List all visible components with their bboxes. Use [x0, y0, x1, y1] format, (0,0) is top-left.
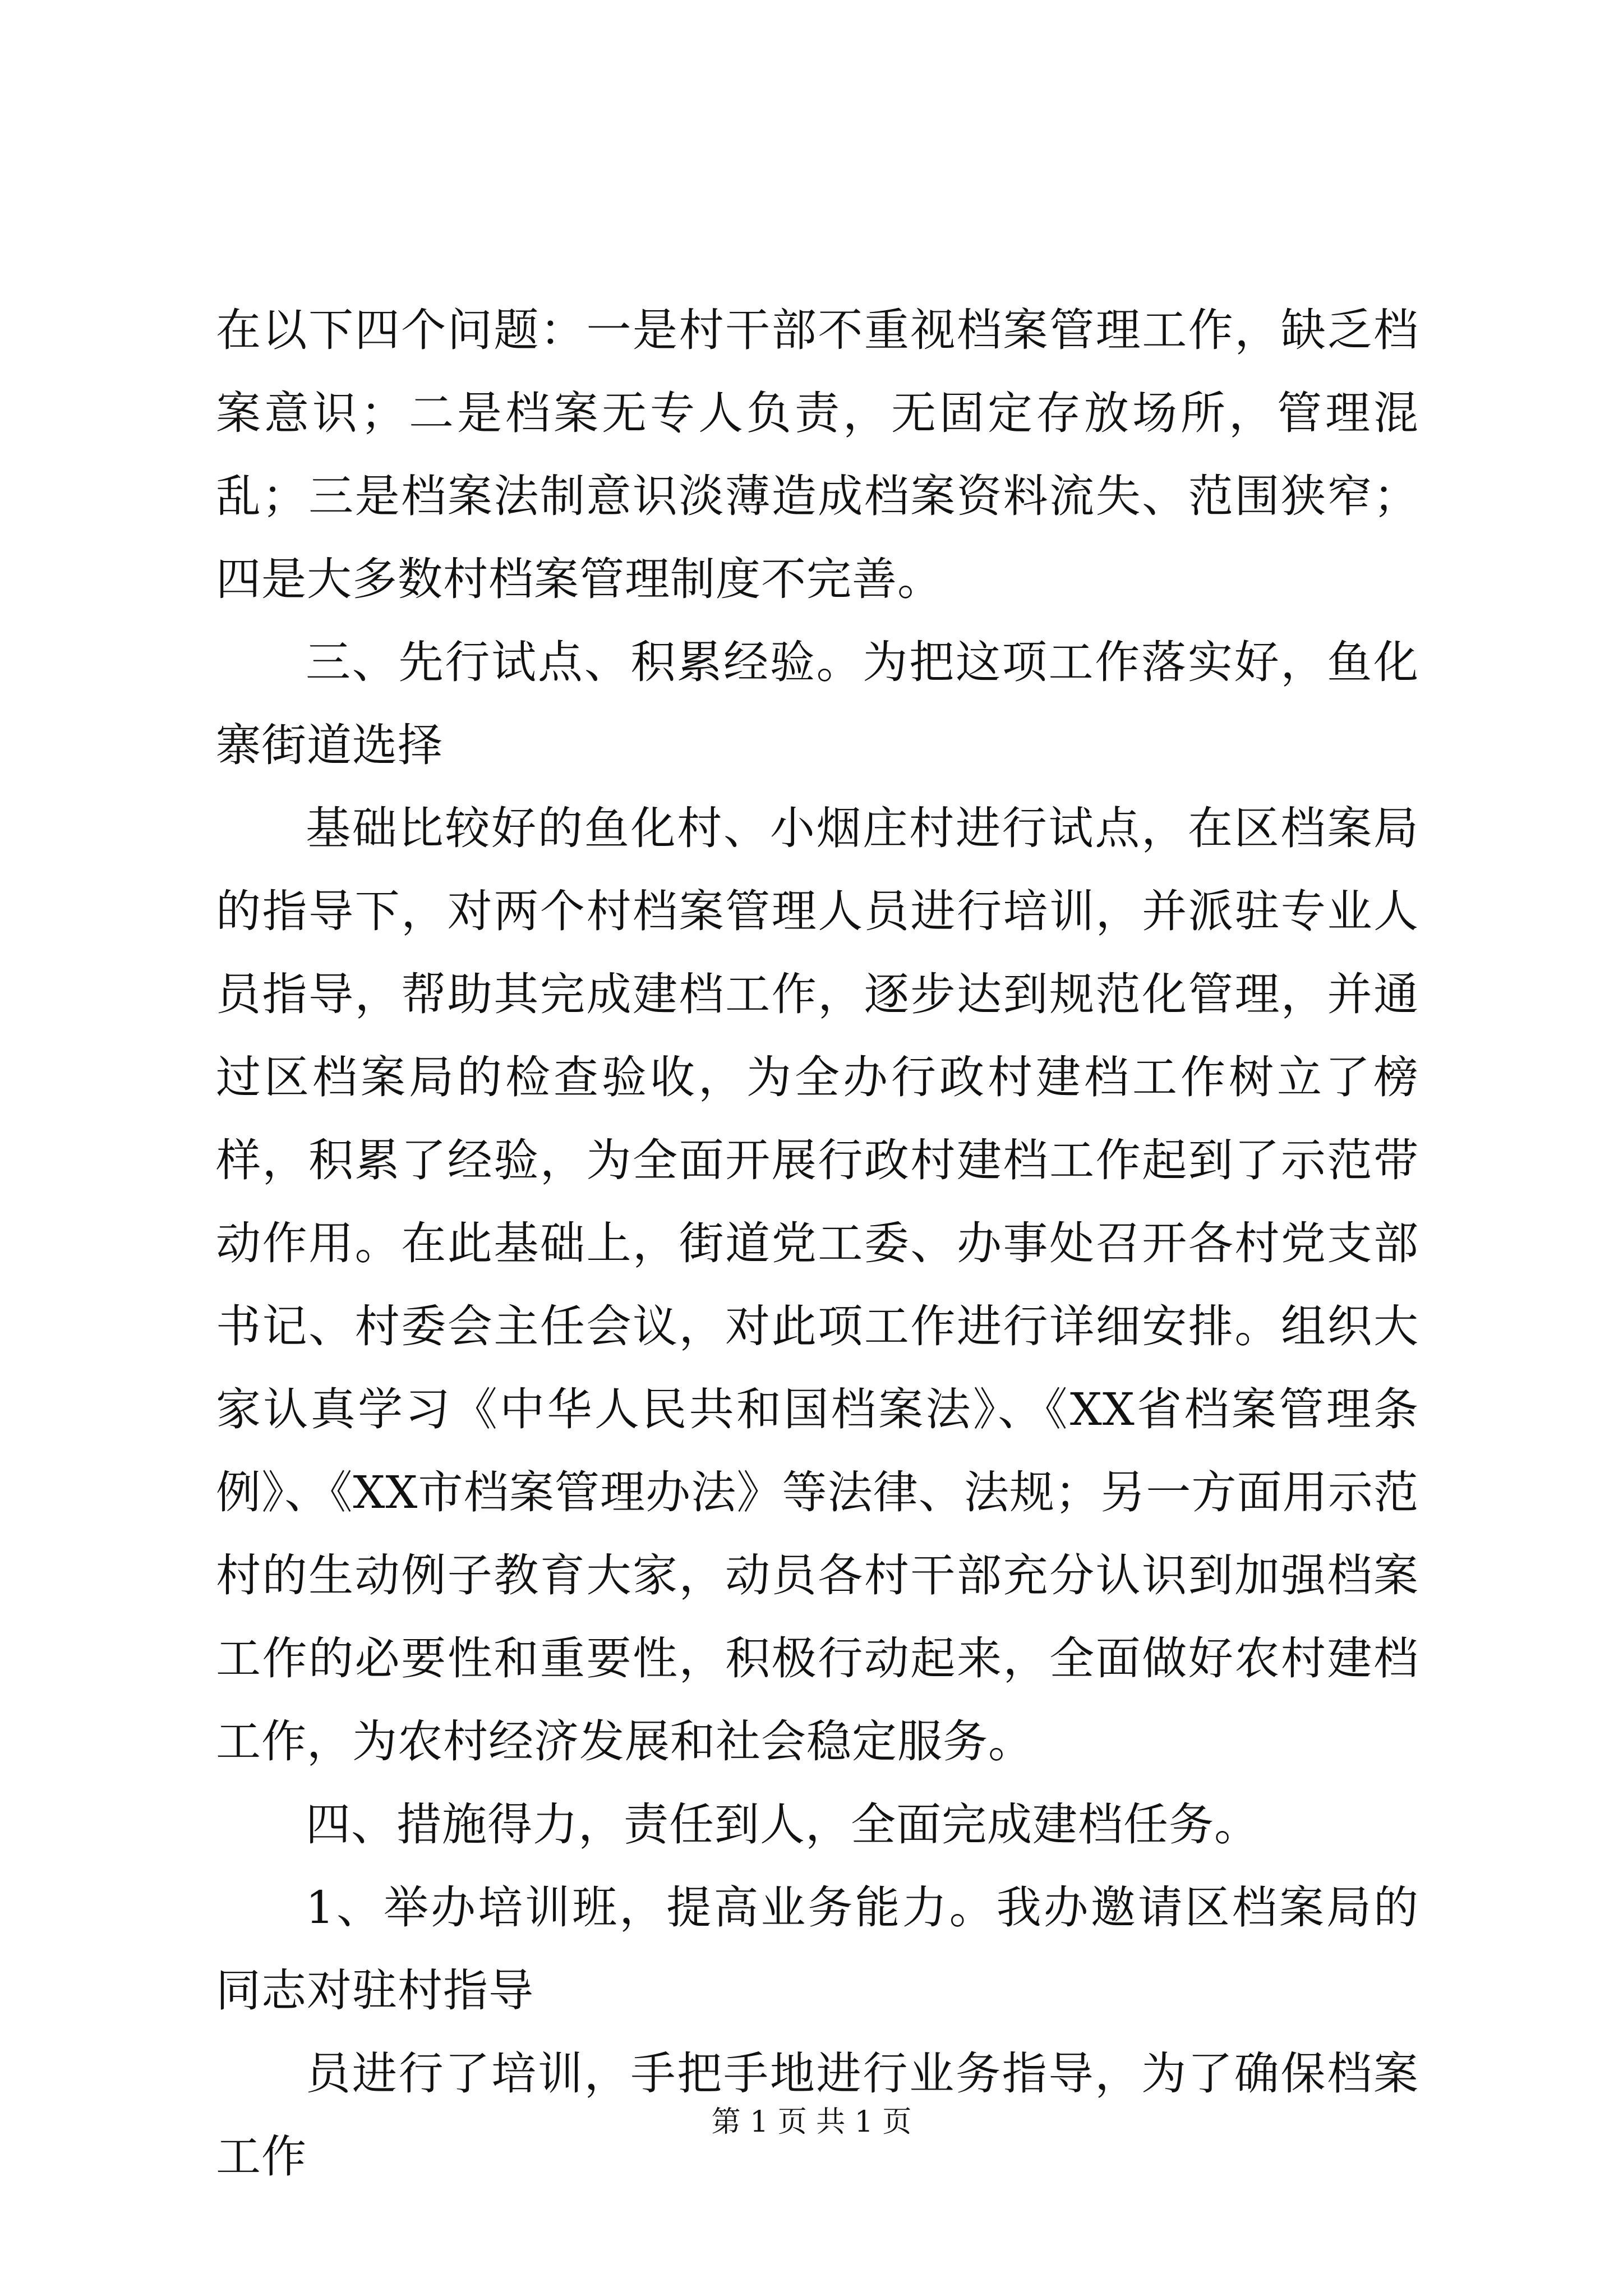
paragraph-continuation: 在以下四个问题：一是村干部不重视档案管理工作，缺乏档案意识；二是档案无专人负责，无固定存放场所，管理混乱；三是档案法制意识淡薄造成档案资料流失、范围狭窄；四是大多数村档案管理制度不完善。: [216, 304, 1419, 605]
page-footer: 第 1 页 共 1 页: [711, 2105, 912, 2139]
paragraph-item-one: 1、举办培训班，提高业务能力。我办邀请区档案局的同志对驻村指导: [216, 1881, 1419, 2017]
paragraph-pilot-details: 基础比较好的鱼化村、小烟庄村进行试点，在区档案局的指导下，对两个村档案管理人员进行培训，并派驻专业人员指导，帮助其完成建档工作，逐步达到规范化管理，并通过区档案局的检查验收，为全办行政村建档工作树立了榜样，积累了经验，为全面开展行政村建档工作起到了示范带动作用。在此基础上，街道党工委、办事处召开各村党支部书记、村委会主任会议，对此项工作进行详细安排。组织大家认真学习《中华人民共和国档案法》、《XX省档案管理条例》、《XX市档案管理办法》等法律、法规；另一方面用示范村的生动例子教育大家，动员各村干部充分认识到加强档案工作的必要性和重要性，积极行动起来，全面做好农村建档工作，为农村经济发展和社会稳定服务。: [216, 802, 1419, 1768]
document-body: [216, 289, 1419, 2198]
paragraph-section-three: 三、先行试点、积累经验。为把这项工作落实好，鱼化寨街道选择: [216, 636, 1419, 771]
paragraph-training: 员进行了培训，手把手地进行业务指导，为了确保档案工作: [216, 2047, 1419, 2183]
paragraph-section-four: 四、措施得力，责任到人，全面完成建档任务。: [306, 1798, 1260, 1851]
